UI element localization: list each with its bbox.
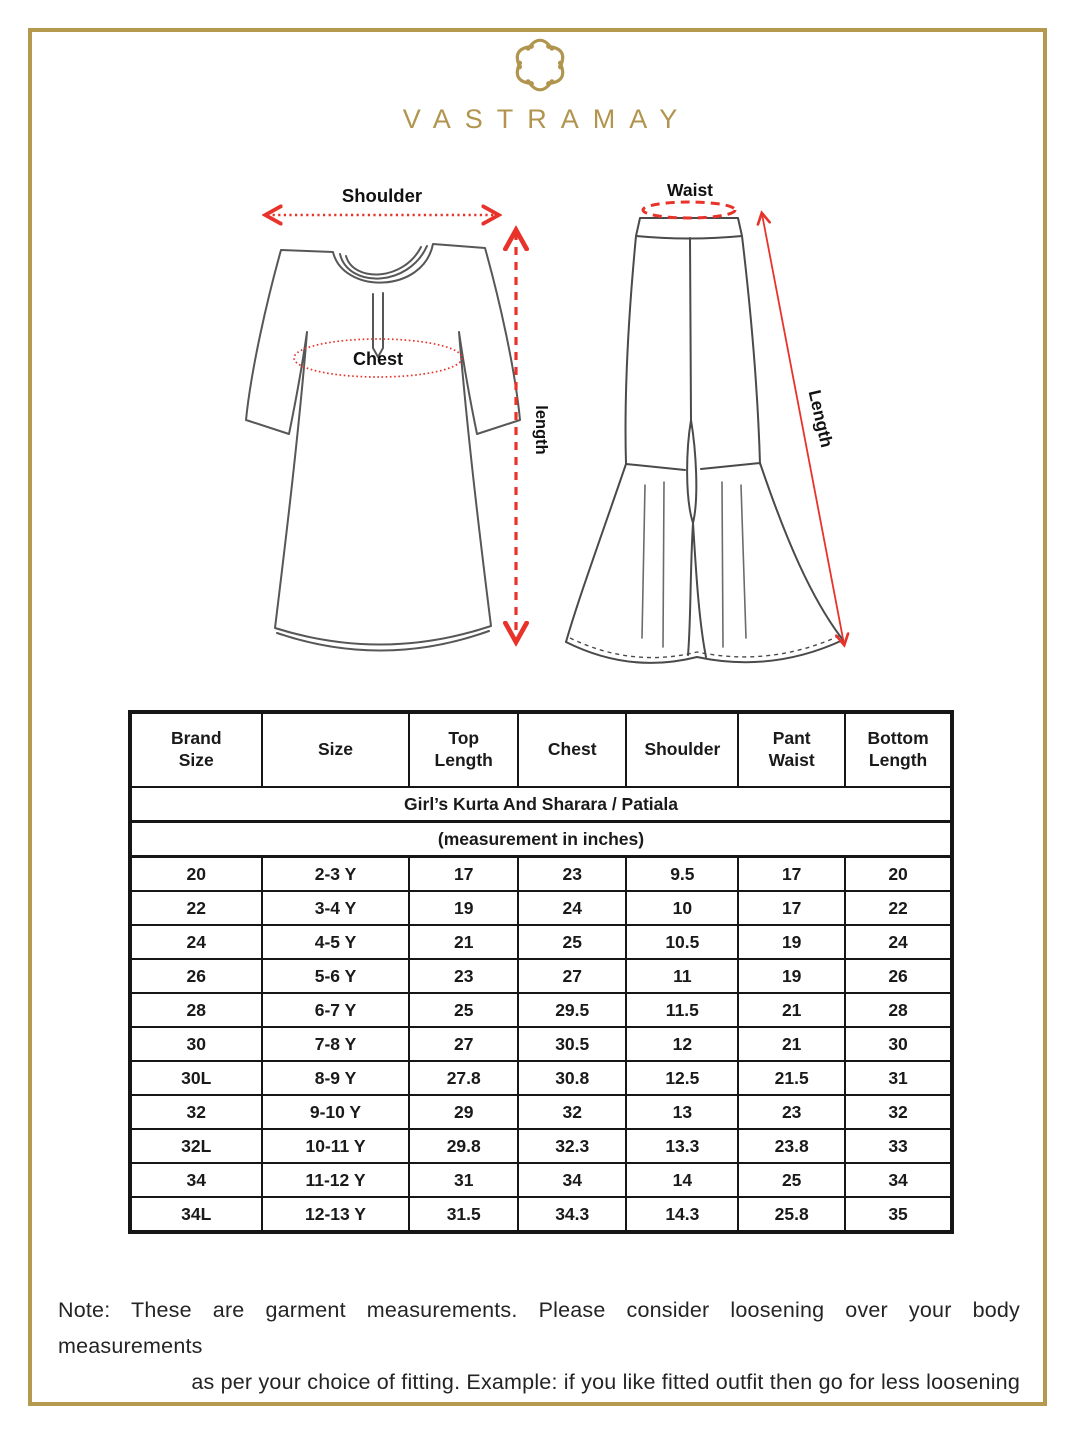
column-header: Bottom Length: [845, 712, 952, 787]
table-cell: 21: [738, 993, 845, 1027]
column-header: Size: [262, 712, 410, 787]
table-cell: 29: [409, 1095, 518, 1129]
table-cell: 24: [845, 925, 952, 959]
table-cell: 11.5: [626, 993, 738, 1027]
table-cell: 31: [845, 1061, 952, 1095]
kurta-measurement-diagram: [243, 180, 555, 700]
size-table-body: [130, 857, 952, 1233]
table-cell: 17: [409, 857, 518, 892]
table-cell: 19: [409, 891, 518, 925]
table-cell: 31: [409, 1163, 518, 1197]
table-cell: 27.8: [409, 1061, 518, 1095]
table-cell: 4-5 Y: [262, 925, 410, 959]
table-cell: 10: [626, 891, 738, 925]
table-unit-row: [130, 822, 952, 857]
table-cell: 14.3: [626, 1197, 738, 1232]
table-cell: 8-9 Y: [262, 1061, 410, 1095]
table-cell: 28: [845, 993, 952, 1027]
sharara-outline-drawing: [566, 218, 843, 663]
table-cell: 6-7 Y: [262, 993, 410, 1027]
table-cell: 30.5: [518, 1027, 627, 1061]
table-cell: 25: [518, 925, 627, 959]
table-cell: 24: [130, 925, 262, 959]
table-cell: 30.8: [518, 1061, 627, 1095]
table-cell: 26: [130, 959, 262, 993]
table-row: [130, 1095, 952, 1129]
sharara-measurement-diagram: [560, 180, 880, 700]
column-header: Brand Size: [130, 712, 262, 787]
table-cell: 32: [130, 1095, 262, 1129]
table-row: [130, 925, 952, 959]
sharara-waist-label: Waist: [666, 180, 714, 200]
table-cell: 30: [130, 1027, 262, 1061]
table-cell: 34: [845, 1163, 952, 1197]
table-cell: 22: [130, 891, 262, 925]
table-cell: 2-3 Y: [262, 857, 410, 892]
table-cell: 5-6 Y: [262, 959, 410, 993]
table-cell: 17: [738, 857, 845, 892]
column-header: Shoulder: [626, 712, 738, 787]
table-cell: 27: [518, 959, 627, 993]
table-cell: 23: [518, 857, 627, 892]
table-cell: 10-11 Y: [262, 1129, 410, 1163]
table-cell: 21: [738, 1027, 845, 1061]
column-header: Pant Waist: [738, 712, 845, 787]
table-cell: 12.5: [626, 1061, 738, 1095]
table-cell: 22: [845, 891, 952, 925]
vastramay-mandala-logo-icon: [505, 30, 575, 100]
note-line-1: Note: These are garment measurements. Please consider loosening over your body measurements: [58, 1298, 1020, 1358]
table-cell: 34.3: [518, 1197, 627, 1232]
table-row: [130, 1163, 952, 1197]
table-cell: 17: [738, 891, 845, 925]
table-row: [130, 993, 952, 1027]
table-cell: 32.3: [518, 1129, 627, 1163]
table-row: [130, 1061, 952, 1095]
table-cell: 11: [626, 959, 738, 993]
kurta-chest-label: Chest: [352, 349, 404, 369]
table-cell: 23.8: [738, 1129, 845, 1163]
table-cell: 12: [626, 1027, 738, 1061]
measurement-note: [58, 1292, 1020, 1400]
size-chart-table: [128, 710, 954, 1234]
table-row: [130, 857, 952, 892]
table-cell: 32L: [130, 1129, 262, 1163]
sharara-fold-lines: [642, 482, 746, 647]
table-cell: 32: [845, 1095, 952, 1129]
table-cell: 26: [845, 959, 952, 993]
table-cell: 25: [409, 993, 518, 1027]
brand-wordmark: VASTRAMAY: [402, 104, 692, 134]
table-cell: 34: [130, 1163, 262, 1197]
table-cell: 11-12 Y: [262, 1163, 410, 1197]
kurta-outline-drawing: [246, 244, 520, 651]
table-cell: 27: [409, 1027, 518, 1061]
table-cell: 9.5: [626, 857, 738, 892]
table-title: Girl’s Kurta And Sharara / Patiala: [130, 787, 952, 822]
table-unit-note: (measurement in inches): [130, 822, 952, 857]
table-cell: 14: [626, 1163, 738, 1197]
sharara-length-label: Length: [804, 387, 838, 450]
table-cell: 25: [738, 1163, 845, 1197]
table-cell: 23: [409, 959, 518, 993]
table-cell: 25.8: [738, 1197, 845, 1232]
table-cell: 28: [130, 993, 262, 1027]
table-row: [130, 1129, 952, 1163]
table-cell: 21: [409, 925, 518, 959]
note-line-2: as per your choice of fitting. Example: if you like fitted outfit then go for less loosening: [191, 1370, 1020, 1394]
table-title-row: [130, 787, 952, 822]
table-cell: 19: [738, 959, 845, 993]
table-cell: 13.3: [626, 1129, 738, 1163]
table-cell: 21.5: [738, 1061, 845, 1095]
table-cell: 24: [518, 891, 627, 925]
table-cell: 9-10 Y: [262, 1095, 410, 1129]
table-cell: 20: [845, 857, 952, 892]
column-header: Top Length: [409, 712, 518, 787]
table-row: [130, 1197, 952, 1232]
table-cell: 30: [845, 1027, 952, 1061]
table-cell: 7-8 Y: [262, 1027, 410, 1061]
kurta-shoulder-label: Shoulder: [341, 185, 423, 206]
table-cell: 32: [518, 1095, 627, 1129]
table-cell: 31.5: [409, 1197, 518, 1232]
table-cell: 34: [518, 1163, 627, 1197]
table-cell: 10.5: [626, 925, 738, 959]
table-cell: 29.5: [518, 993, 627, 1027]
table-cell: 30L: [130, 1061, 262, 1095]
waist-measure-ellipse: [643, 202, 735, 218]
table-cell: 23: [738, 1095, 845, 1129]
table-cell: 3-4 Y: [262, 891, 410, 925]
table-cell: 20: [130, 857, 262, 892]
table-row: [130, 1027, 952, 1061]
table-cell: 12-13 Y: [262, 1197, 410, 1232]
table-row: [130, 891, 952, 925]
column-header: Chest: [518, 712, 627, 787]
table-cell: 34L: [130, 1197, 262, 1232]
table-cell: 13: [626, 1095, 738, 1129]
table-cell: 29.8: [409, 1129, 518, 1163]
table-cell: 35: [845, 1197, 952, 1232]
brand-header: [0, 30, 1080, 135]
size-table-header-row: [130, 712, 952, 787]
kurta-length-label: length: [532, 405, 550, 455]
table-row: [130, 959, 952, 993]
table-cell: 33: [845, 1129, 952, 1163]
table-cell: 19: [738, 925, 845, 959]
